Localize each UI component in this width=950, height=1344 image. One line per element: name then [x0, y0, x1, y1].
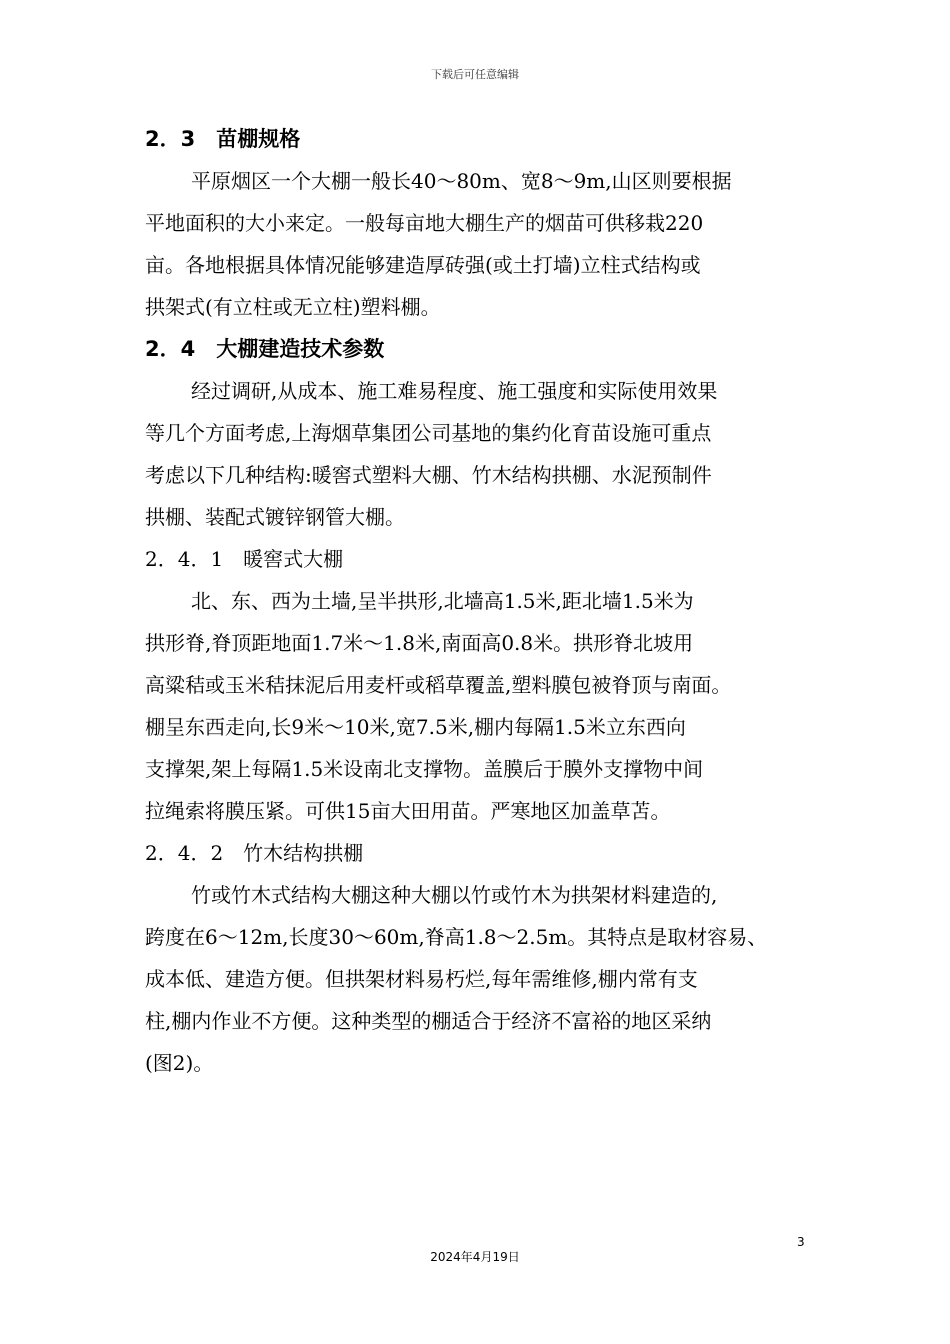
paragraph-line: 拱形脊,脊顶距地面1.7米～1.8米,南面高0.8米。拱形脊北坡用: [145, 631, 694, 655]
paragraph-line: 等几个方面考虑,上海烟草集团公司基地的集约化育苗设施可重点: [145, 421, 712, 445]
document-body: [145, 118, 815, 1084]
page-number: 3: [797, 1235, 805, 1249]
paragraph-line: 经过调研,从成本、施工难易程度、施工强度和实际使用效果: [191, 379, 718, 403]
section-heading-2-4: 2．4 大棚建造技术参数: [145, 337, 385, 361]
paragraph-2-3: [145, 160, 815, 328]
section-heading-2-3: 2．3 苗棚规格: [145, 127, 301, 151]
paragraph-line: 成本低、建造方便。但拱架材料易朽烂,每年需维修,棚内常有支: [145, 967, 698, 991]
paragraph-2-4-2: [145, 874, 815, 1084]
section-heading-2-4-2: 2．4．2 竹木结构拱棚: [145, 841, 364, 865]
paragraph-line: 棚呈东西走向,长9米～10米,宽7.5米,棚内每隔1.5米立东西向: [145, 715, 686, 739]
header-note: 下载后可任意编辑: [431, 68, 519, 81]
section-heading-2-4-1: 2．4．1 暖窖式大棚: [145, 547, 344, 571]
paragraph-line: 跨度在6～12m,长度30～60m,脊高1.8～2.5m。其特点是取材容易、: [145, 925, 768, 949]
paragraph-line: 高粱秸或玉米秸抹泥后用麦杆或稻草覆盖,塑料膜包被脊顶与南面。: [145, 673, 732, 697]
paragraph-2-4: [145, 370, 815, 538]
paragraph-line: 拉绳索将膜压紧。可供15亩大田用苗。严寒地区加盖草苫。: [145, 799, 671, 823]
paragraph-line: 竹或竹木式结构大棚这种大棚以竹或竹木为拱架材料建造的,: [191, 883, 718, 907]
paragraph-line: 考虑以下几种结构:暖窖式塑料大棚、竹木结构拱棚、水泥预制件: [145, 463, 712, 487]
paragraph-line: 拱架式(有立柱或无立柱)塑料棚。: [145, 295, 441, 319]
paragraph-line: 支撑架,架上每隔1.5米设南北支撑物。盖膜后于膜外支撑物中间: [145, 757, 704, 781]
paragraph-line: 柱,棚内作业不方便。这种类型的棚适合于经济不富裕的地区采纳: [145, 1009, 712, 1033]
paragraph-line: (图2)。: [145, 1051, 214, 1075]
paragraph-2-4-1: [145, 580, 815, 832]
paragraph-line: 平原烟区一个大棚一般长40～80m、宽8～9m,山区则要根据: [191, 169, 732, 193]
paragraph-line: 北、东、西为土墙,呈半拱形,北墙高1.5米,距北墙1.5米为: [191, 589, 694, 613]
paragraph-line: 平地面积的大小来定。一般每亩地大棚生产的烟苗可供移栽220: [145, 211, 704, 235]
paragraph-line: 亩。各地根据具体情况能够建造厚砖强(或土打墙)立柱式结构或: [145, 253, 701, 277]
footer-date: 2024年4月19日: [430, 1250, 520, 1264]
paragraph-line: 拱棚、装配式镀锌钢管大棚。: [145, 505, 405, 529]
